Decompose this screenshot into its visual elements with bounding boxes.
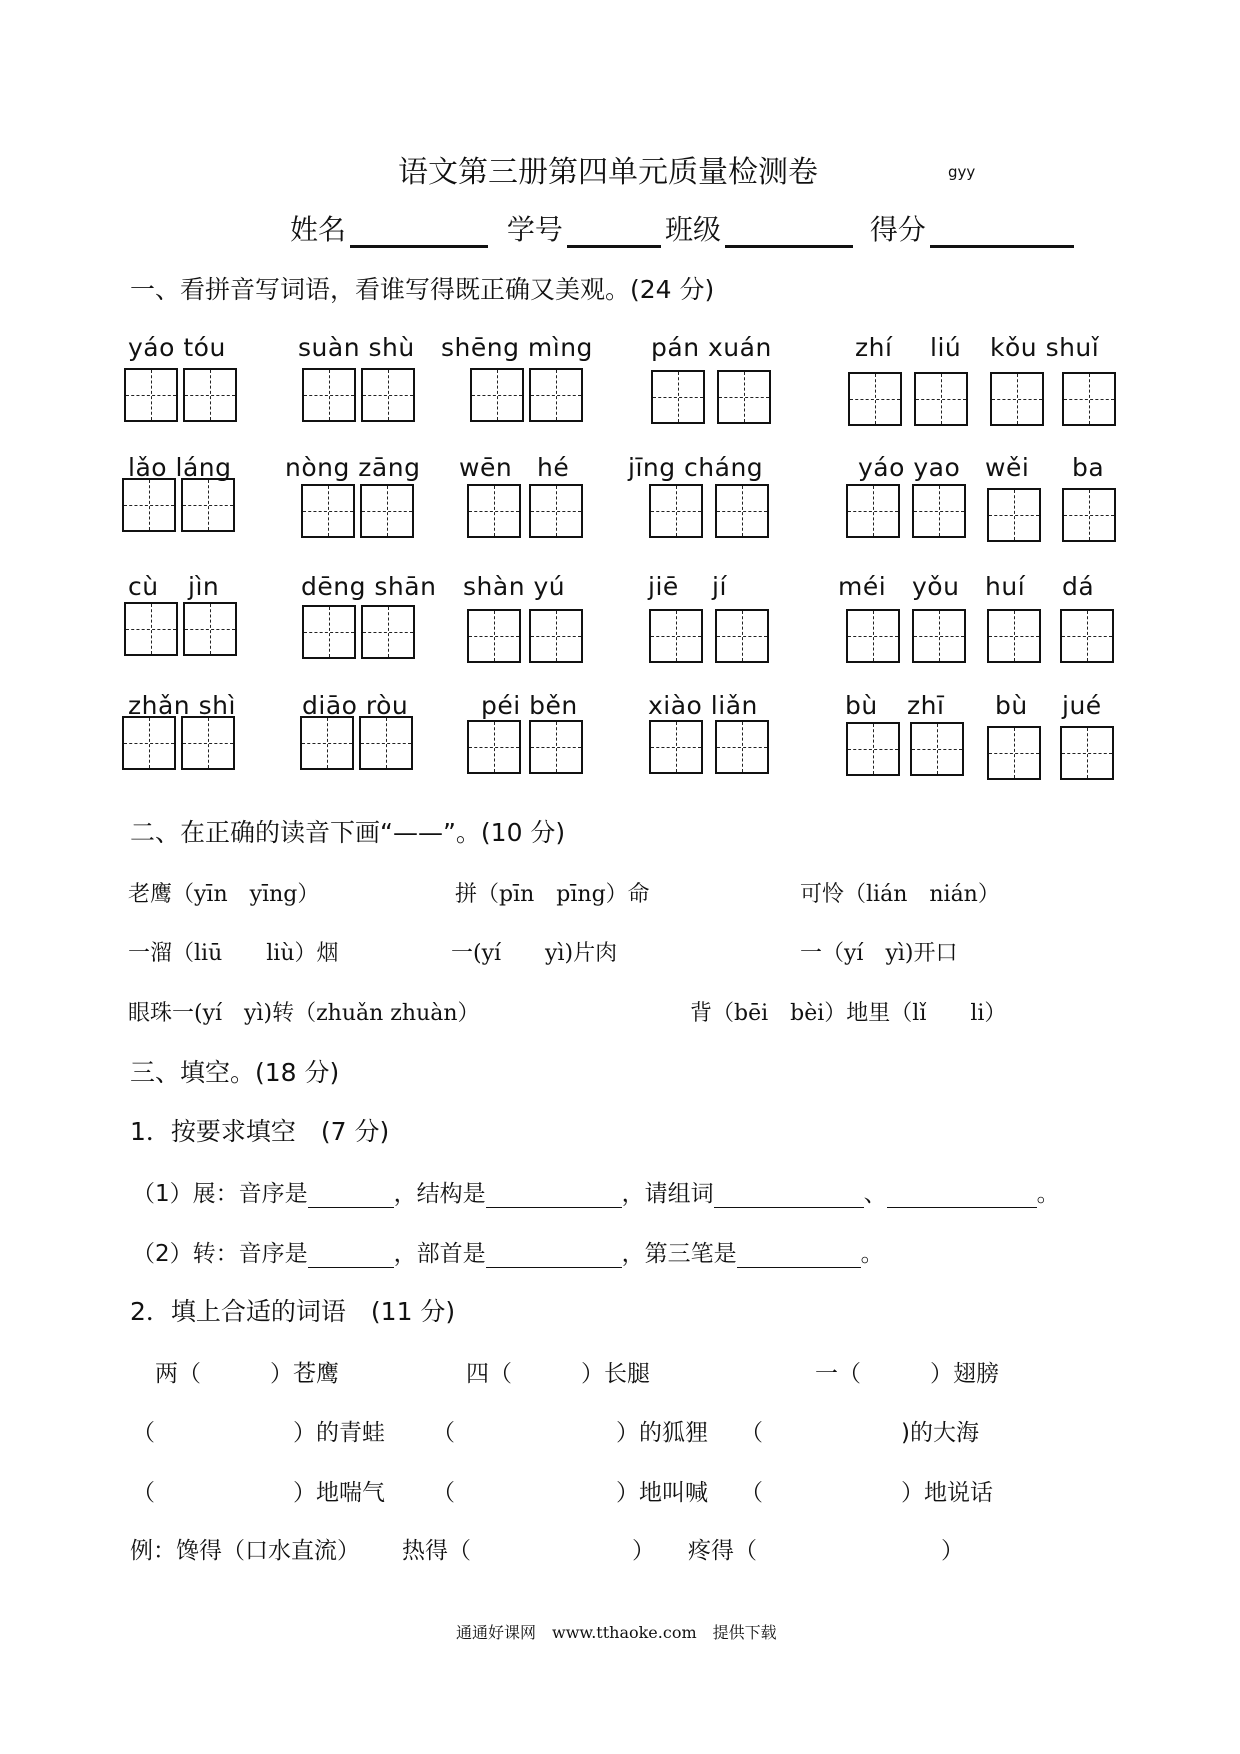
- phrase-item[interactable]: （ )的大海: [740, 1420, 979, 1446]
- writing-box[interactable]: [914, 372, 968, 426]
- author-tag: gyy: [948, 163, 976, 181]
- class-label: 班级: [664, 213, 721, 246]
- pinyin-label: wěi: [985, 453, 1030, 482]
- answer-blank[interactable]: [714, 1185, 864, 1208]
- pinyin-label: bù: [995, 691, 1028, 720]
- pinyin-label: diāo ròu: [302, 691, 409, 720]
- section-1-heading: 一、看拼音写词语，看谁写得既正确又美观。(24 分): [130, 275, 715, 304]
- writing-box[interactable]: [181, 716, 235, 770]
- pinyin-label: wēn: [459, 453, 513, 482]
- writing-box[interactable]: [651, 370, 705, 424]
- pinyin-label: cù: [128, 572, 159, 601]
- writing-box[interactable]: [361, 605, 415, 659]
- pronunciation-item[interactable]: 一(yí yì)片肉: [451, 941, 618, 966]
- fill-line-2: （2）转：音序是 ，部首是 ，第三笔是 。: [132, 1241, 884, 1267]
- pinyin-label: zhí: [855, 333, 893, 362]
- writing-box[interactable]: [470, 368, 524, 422]
- fill-line-1: （1）展：音序是 ，结构是 ，请组词 、 。: [132, 1181, 1060, 1207]
- writing-box[interactable]: [912, 609, 966, 663]
- pinyin-label: jīng cháng: [628, 453, 764, 482]
- writing-box[interactable]: [529, 720, 583, 774]
- pinyin-label: pán xuán: [651, 333, 772, 362]
- phrase-item[interactable]: （ ）地说话: [740, 1480, 993, 1506]
- writing-box[interactable]: [1062, 372, 1116, 426]
- pinyin-label: zhī: [907, 691, 945, 720]
- pinyin-label: kǒu shuǐ: [990, 333, 1100, 362]
- pinyin-label: hé: [537, 453, 570, 482]
- pronunciation-item[interactable]: 一（yí yì)开口: [800, 941, 958, 966]
- writing-box[interactable]: [359, 716, 413, 770]
- writing-box[interactable]: [715, 484, 769, 538]
- pinyin-label: ba: [1072, 453, 1105, 482]
- pinyin-label: shēng mìng: [441, 333, 593, 362]
- class-field[interactable]: [725, 219, 853, 248]
- pinyin-label: dēng shān: [301, 572, 437, 601]
- score-label: 得分: [869, 213, 926, 246]
- pinyin-label: jìn: [188, 572, 220, 601]
- writing-box[interactable]: [467, 484, 521, 538]
- writing-box[interactable]: [717, 370, 771, 424]
- writing-box[interactable]: [1062, 488, 1116, 542]
- example-item: 例：馋得（口水直流）: [130, 1538, 360, 1564]
- writing-box[interactable]: [649, 720, 703, 774]
- answer-blank[interactable]: [308, 1245, 394, 1268]
- section-3-heading: 三、填空。(18 分): [130, 1058, 340, 1087]
- writing-box[interactable]: [987, 488, 1041, 542]
- writing-box[interactable]: [987, 726, 1041, 780]
- pinyin-label: jí: [712, 572, 727, 601]
- pinyin-label: yǒu: [912, 572, 960, 601]
- pronunciation-item[interactable]: 一溜（liū liù）烟: [128, 941, 339, 966]
- phrase-item[interactable]: 两（ ）苍鹰: [155, 1361, 339, 1387]
- phrase-item[interactable]: （ ）地喘气: [132, 1480, 385, 1506]
- phrase-item[interactable]: （ ）的狐狸: [432, 1420, 708, 1446]
- pinyin-label: suàn shù: [298, 333, 415, 362]
- pinyin-label: liú: [930, 333, 962, 362]
- writing-box[interactable]: [301, 484, 355, 538]
- pinyin-label: yáo yao: [858, 453, 961, 482]
- pinyin-label: huí: [985, 572, 1026, 601]
- phrase-item[interactable]: 四（ ）长腿: [466, 1361, 650, 1387]
- phrase-item[interactable]: （ ）的青蛙: [132, 1420, 385, 1446]
- phrase-item[interactable]: 一（ ）翅膀: [815, 1361, 999, 1387]
- writing-box[interactable]: [183, 602, 237, 656]
- answer-blank[interactable]: [308, 1185, 394, 1208]
- writing-box[interactable]: [360, 484, 414, 538]
- phrase-item[interactable]: 热得（ ）: [402, 1538, 655, 1564]
- pinyin-label: péi běn: [481, 691, 578, 720]
- writing-box[interactable]: [529, 368, 583, 422]
- pinyin-label: jué: [1062, 691, 1102, 720]
- section-2-heading: 二、在正确的读音下画“——”。(10 分): [130, 818, 566, 847]
- writing-box[interactable]: [910, 722, 964, 776]
- pinyin-label: xiào liǎn: [648, 691, 758, 720]
- writing-box[interactable]: [467, 609, 521, 663]
- writing-box[interactable]: [302, 368, 356, 422]
- writing-box[interactable]: [302, 605, 356, 659]
- score-field[interactable]: [930, 219, 1074, 248]
- phrase-item[interactable]: 疼得（ ）: [688, 1538, 964, 1564]
- writing-box[interactable]: [846, 722, 900, 776]
- writing-box[interactable]: [987, 609, 1041, 663]
- pronunciation-item[interactable]: 老鹰（yīn yīng）: [128, 882, 320, 907]
- writing-box[interactable]: [529, 609, 583, 663]
- name-label: 姓名: [290, 213, 347, 246]
- writing-box[interactable]: [361, 368, 415, 422]
- page-title: 语文第三册第四单元质量检测卷: [398, 155, 818, 190]
- writing-box[interactable]: [649, 609, 703, 663]
- answer-blank[interactable]: [737, 1245, 861, 1268]
- answer-blank[interactable]: [887, 1185, 1037, 1208]
- id-label: 学号: [506, 213, 563, 246]
- student-info-line: [290, 208, 1078, 248]
- writing-box[interactable]: [467, 720, 521, 774]
- pronunciation-item[interactable]: 可怜（lián nián）: [800, 882, 1000, 907]
- writing-box[interactable]: [715, 720, 769, 774]
- pinyin-label: nòng zāng: [285, 453, 421, 482]
- answer-blank[interactable]: [486, 1245, 622, 1268]
- pinyin-label: zhǎn shì: [128, 691, 236, 720]
- writing-box[interactable]: [181, 478, 235, 532]
- question-2-heading: 2．填上合适的词语 (11 分): [130, 1297, 456, 1326]
- writing-box[interactable]: [529, 484, 583, 538]
- writing-box[interactable]: [183, 368, 237, 422]
- footer-credit: 通通好课网 www.tthaoke.com 提供下载: [456, 1623, 777, 1642]
- pinyin-label: jiē: [648, 572, 679, 601]
- pinyin-label: yáo tóu: [128, 333, 226, 362]
- question-1-heading: 1．按要求填空 (7 分): [130, 1117, 390, 1146]
- writing-box[interactable]: [649, 484, 703, 538]
- name-field[interactable]: [350, 219, 488, 248]
- pinyin-label: dá: [1062, 572, 1095, 601]
- pronunciation-item[interactable]: 拼（pīn pīng）命: [455, 882, 650, 907]
- writing-box[interactable]: [1060, 726, 1114, 780]
- writing-box[interactable]: [122, 716, 176, 770]
- pinyin-label: méi: [838, 572, 887, 601]
- pinyin-label: shàn yú: [463, 572, 566, 601]
- writing-box[interactable]: [124, 368, 178, 422]
- writing-box[interactable]: [846, 609, 900, 663]
- phrase-item[interactable]: （ ）地叫喊: [432, 1480, 708, 1506]
- writing-box[interactable]: [715, 609, 769, 663]
- writing-box[interactable]: [1060, 609, 1114, 663]
- writing-box[interactable]: [846, 484, 900, 538]
- id-field[interactable]: [567, 219, 661, 248]
- pronunciation-item[interactable]: 眼珠一(yí yì)转（zhuǎn zhuàn）: [128, 1001, 480, 1026]
- writing-box[interactable]: [122, 478, 176, 532]
- pronunciation-item[interactable]: 背（bēi bèi）地里（lǐ li）: [690, 1001, 1007, 1026]
- answer-blank[interactable]: [486, 1185, 622, 1208]
- writing-box[interactable]: [300, 716, 354, 770]
- pinyin-label: lǎo láng: [128, 453, 232, 482]
- writing-box[interactable]: [848, 372, 902, 426]
- writing-box[interactable]: [990, 372, 1044, 426]
- pinyin-label: bù: [845, 691, 878, 720]
- writing-box[interactable]: [912, 484, 966, 538]
- writing-box[interactable]: [124, 602, 178, 656]
